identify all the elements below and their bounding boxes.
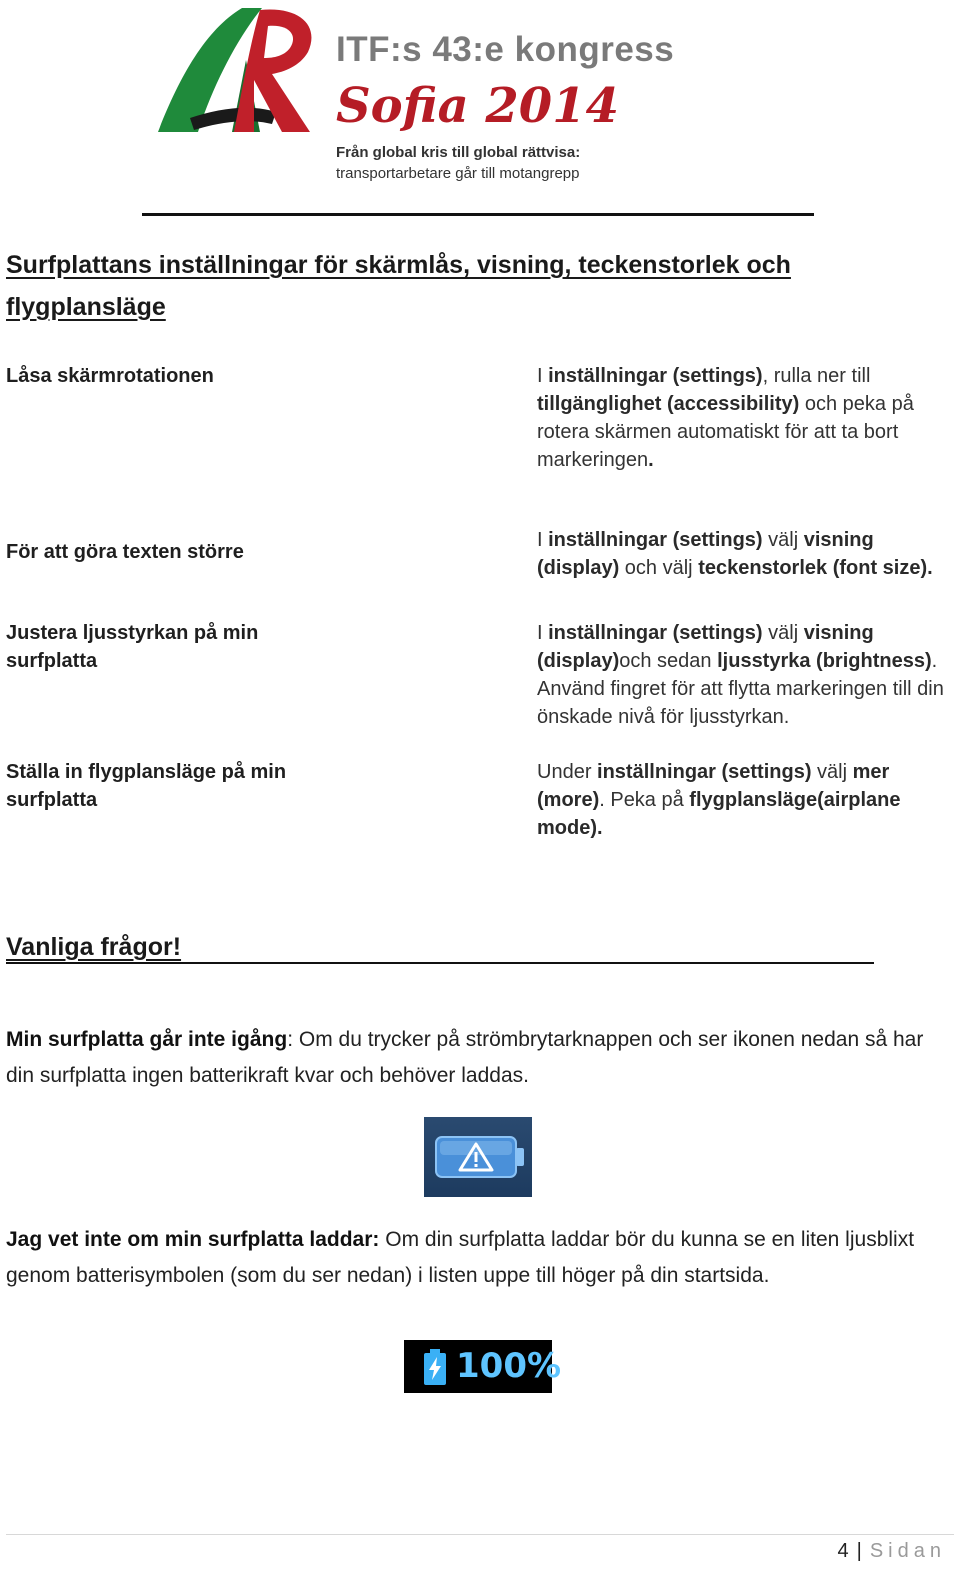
row-desc-brightness xyxy=(537,619,955,731)
body-text: och sedan xyxy=(619,650,718,672)
faq-answer: Om din surfplatta laddar bör du kunna se en liten ljusblixt genom batterisymbolen (som du ser nedan) i listen uppe till höger på din startsida. xyxy=(6,1228,915,1287)
logo-subtitle: Sofia 2014 xyxy=(336,78,619,134)
emphasis-text: inställningar (settings) xyxy=(548,365,763,387)
body-text: välj xyxy=(762,529,804,551)
page-footer xyxy=(838,1540,946,1563)
body-text: I xyxy=(537,529,549,551)
body-text: och peka på rotera skärmen automatiskt för att ta bort markeringen xyxy=(537,393,914,471)
faq-item-no-power xyxy=(6,1022,951,1094)
body-text: I xyxy=(537,365,549,387)
faq-question: Jag vet inte om min surfplatta laddar: xyxy=(6,1228,380,1251)
row-label-brightness: Justera ljusstyrkan på min surfplatta xyxy=(6,622,259,672)
logo-tagline-1: Från global kris till global rättvisa: xyxy=(336,144,581,161)
page-word: Sidan xyxy=(869,1540,946,1562)
emphasis-text: inställningar (settings) xyxy=(597,761,812,783)
body-text: , rulla ner till xyxy=(762,365,871,387)
section-title: Surfplattans inställningar för skärmlås, visning, teckenstorlek och flygplansläge xyxy=(6,251,791,321)
battery-warning-icon xyxy=(424,1117,532,1197)
body-text: . Använd fingret för att flytta markeringen till din önskade nivå för ljusstyrkan. xyxy=(537,650,944,728)
page-number: 4 xyxy=(837,1540,849,1562)
faq-question: Min surfplatta går inte igång xyxy=(6,1028,288,1051)
body-text: välj xyxy=(811,761,853,783)
battery-charging-indicator xyxy=(404,1340,562,1393)
emphasis-text: . xyxy=(648,449,654,471)
row-label-airplane-mode: Ställa in flygplansläge på min surfplatta xyxy=(6,761,287,811)
body-text: I xyxy=(537,622,549,644)
emphasis-text: teckenstorlek (font size). xyxy=(698,557,933,579)
emphasis-text: flygplansläge(airplane mode). xyxy=(537,789,901,839)
body-text: Under xyxy=(537,761,598,783)
itf-congress-logo xyxy=(150,0,690,200)
row-desc-bigger-text xyxy=(537,526,955,582)
logo-tagline-2: transportarbetare går till motangrepp xyxy=(336,165,580,182)
emphasis-text: ljusstyrka (brightness) xyxy=(717,650,932,672)
itf-logo-mark-icon xyxy=(150,0,330,150)
faq-answer: : Om du trycker på strömbrytarknappen och ser ikonen nedan så har din surfplatta ingen batterikraft kvar och behöver laddas. xyxy=(6,1028,924,1087)
row-desc-lock-rotation xyxy=(537,362,955,474)
faq-item-charging xyxy=(6,1222,951,1294)
emphasis-text: inställningar (settings) xyxy=(548,529,763,551)
emphasis-text: inställningar (settings) xyxy=(548,622,763,644)
faq-heading xyxy=(6,928,874,964)
header-divider xyxy=(142,213,814,216)
battery-percentage: 100% xyxy=(456,1346,562,1386)
emphasis-text: tillgänglighet (accessibility) xyxy=(537,393,800,415)
body-text: och välj xyxy=(619,557,699,579)
faq-title: Vanliga frågor! xyxy=(6,933,182,961)
footer-separator: | xyxy=(856,1540,862,1562)
body-text: . Peka på xyxy=(599,789,690,811)
footer-divider xyxy=(6,1534,954,1535)
emphasis-text: mer (more) xyxy=(537,761,890,811)
row-label-lock-rotation: Låsa skärmrotationen xyxy=(6,365,214,387)
logo-title: ITF:s 43:e kongress xyxy=(336,30,675,69)
row-label-bigger-text: För att göra texten större xyxy=(6,541,244,563)
emphasis-text: visning (display) xyxy=(537,529,874,579)
battery-charging-icon xyxy=(422,1349,448,1385)
emphasis-text: visning (display) xyxy=(537,622,874,672)
row-desc-airplane-mode xyxy=(537,758,955,842)
body-text: välj xyxy=(762,622,804,644)
